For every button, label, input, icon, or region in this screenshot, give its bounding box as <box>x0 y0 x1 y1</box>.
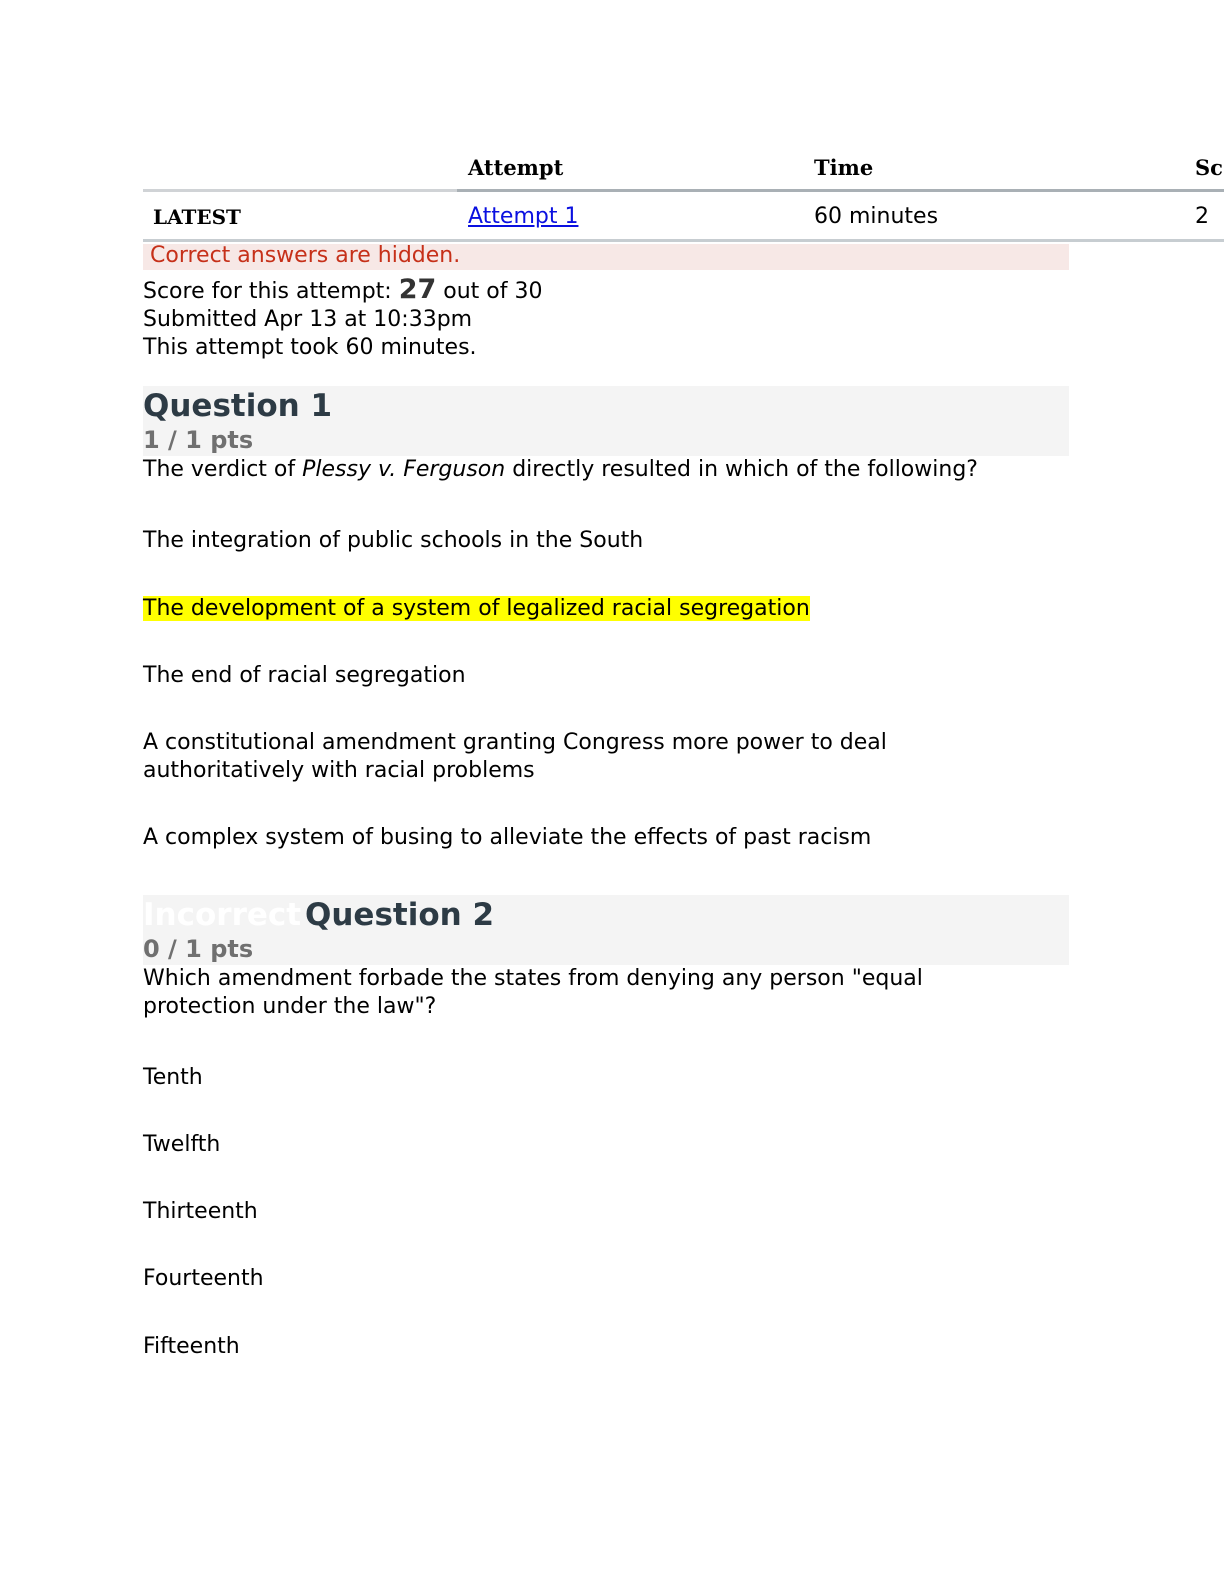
col-header-attempt: Attempt <box>468 155 564 180</box>
question-2-text: Which amendment forbade the states from denying any person "equal protection under the law"? <box>143 966 923 1019</box>
duration-line: This attempt took 60 minutes. <box>143 335 477 360</box>
question-2-title: Question 2 <box>305 897 495 933</box>
q1-answer-4[interactable] <box>143 729 983 785</box>
question-1-text <box>143 456 1069 484</box>
q2-answer-3[interactable] <box>143 1198 983 1226</box>
score-prefix: Score for this attempt: <box>143 279 399 304</box>
header-divider <box>143 189 457 192</box>
question-1-points: 1 / 1 pts <box>143 426 254 454</box>
q1-answer-3[interactable] <box>143 662 983 690</box>
q2-answer-4-label: Fourteenth <box>143 1266 264 1291</box>
q2-answer-2-label: Twelfth <box>143 1132 221 1157</box>
question-1-text-end: directly resulted in which of the following? <box>505 457 978 482</box>
q1-answer-2-label: The development of a system of legalized racial segregation <box>143 596 810 621</box>
attempt-cell <box>468 204 578 229</box>
time-cell: 60 minutes <box>814 204 939 229</box>
score-line <box>143 276 542 306</box>
q2-answer-5-label: Fifteenth <box>143 1334 240 1359</box>
question-2-points: 0 / 1 pts <box>143 935 254 963</box>
q1-answer-3-label: The end of racial segregation <box>143 663 466 688</box>
case-name: Plessy v. Ferguson <box>302 457 506 482</box>
question-1-text-start: The verdict of <box>143 457 303 482</box>
score-suffix: out of 30 <box>436 279 543 304</box>
q2-answer-3-label: Thirteenth <box>143 1199 258 1224</box>
q1-answer-1[interactable] <box>143 527 983 555</box>
q2-answer-5[interactable] <box>143 1333 983 1361</box>
q2-answer-1-label: Tenth <box>143 1065 203 1090</box>
score-cell: 2 <box>1195 204 1209 229</box>
hidden-answers-text: Correct answers are hidden. <box>150 243 461 268</box>
incorrect-status-label: Incorrect <box>143 897 302 933</box>
attempt-summary <box>143 276 542 362</box>
hidden-answers-banner <box>143 244 1069 270</box>
q2-answer-4[interactable] <box>143 1265 983 1293</box>
col-header-score: Sc <box>1195 155 1223 180</box>
q1-answer-1-label: The integration of public schools in the South <box>143 528 644 553</box>
latest-label: LATEST <box>153 205 241 229</box>
attempt-1-link[interactable]: Attempt 1 <box>468 204 579 229</box>
submitted-line: Submitted Apr 13 at 10:33pm <box>143 307 473 332</box>
q1-answer-4-label: A constitutional amendment granting Congress more power to deal authoritatively with racial problems <box>143 730 887 783</box>
q1-answer-2-selected[interactable] <box>143 595 983 623</box>
q1-answer-5-label: A complex system of busing to alleviate the effects of past racism <box>143 825 872 850</box>
question-1-title: Question 1 <box>143 388 333 424</box>
col-header-time: Time <box>814 155 874 180</box>
header-divider-strong <box>457 189 1224 192</box>
row-divider <box>143 239 1224 242</box>
question-2-header <box>143 895 1069 965</box>
question-1-header <box>143 386 1069 456</box>
q2-answer-1[interactable] <box>143 1064 983 1092</box>
score-value: 27 <box>398 274 437 305</box>
q2-answer-2[interactable] <box>143 1131 983 1159</box>
q1-answer-5[interactable] <box>143 824 983 852</box>
